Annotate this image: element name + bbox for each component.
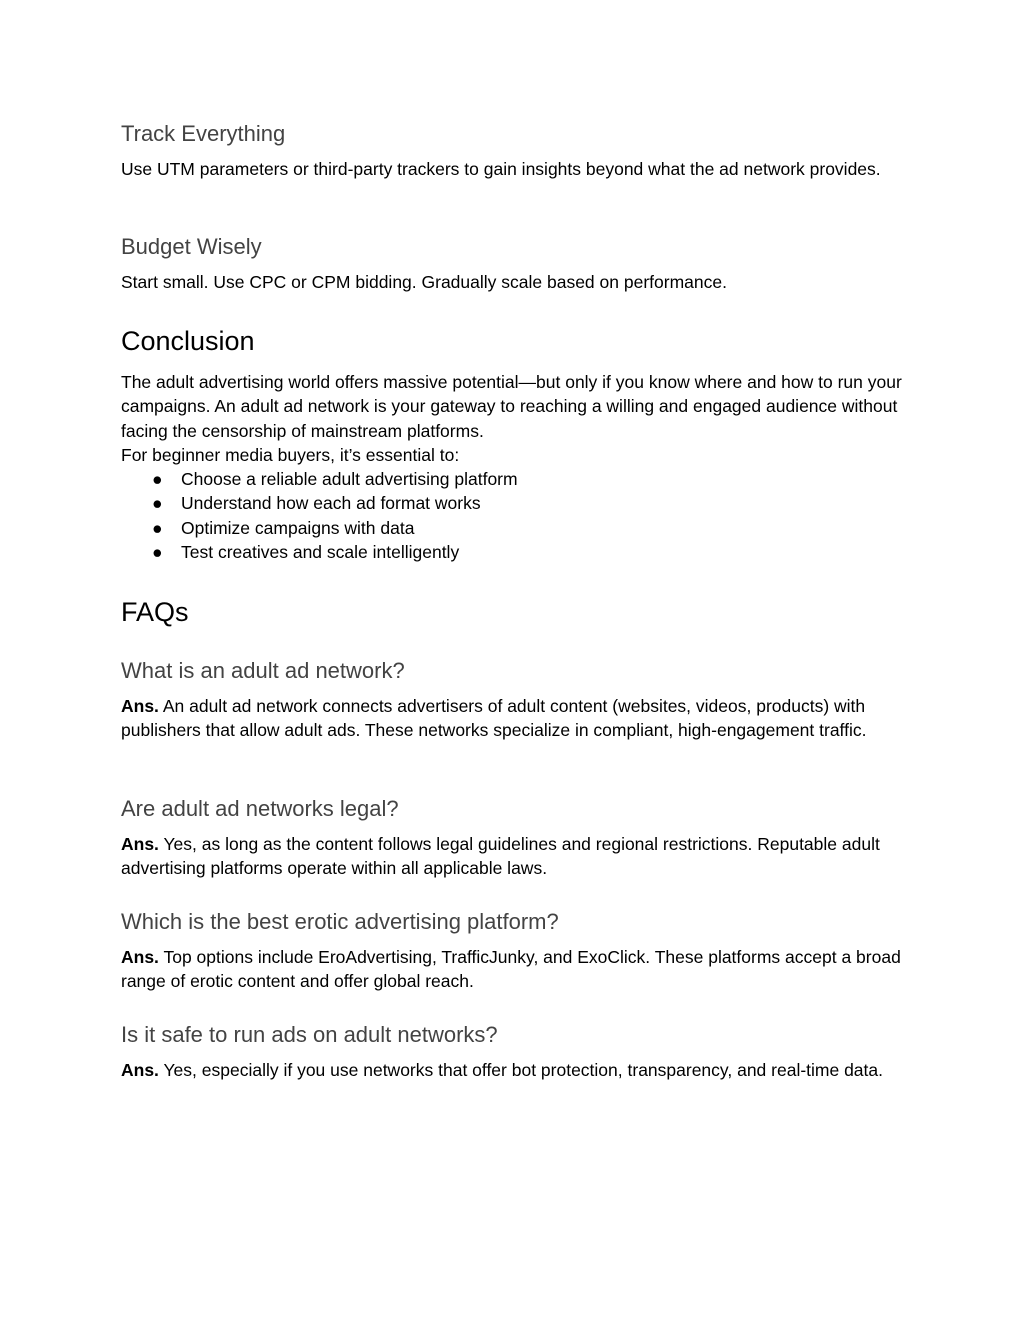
conclusion-body: The adult advertising world offers massive potential—but only if you know where and how to run your campaigns. An adult ad network is your gateway to reaching a willing and engaged audience without facing the censorship of mainstream platforms. bbox=[121, 372, 902, 441]
bullet-icon: ● bbox=[152, 493, 163, 514]
answer-prefix: Ans. bbox=[121, 696, 159, 716]
list-item-text: Test creatives and scale intelligently bbox=[181, 541, 460, 562]
faq-question: Which is the best erotic advertising platform? bbox=[121, 909, 559, 934]
list-item-text: Understand how each ad format works bbox=[181, 493, 481, 514]
faq-answer-text: An adult ad network connects advertisers of adult content (websites, videos, products) with publishers that allow adult ads. These networks specialize in compliant, high-engagement traffic. bbox=[121, 696, 867, 741]
bullet-icon: ● bbox=[152, 469, 163, 489]
budget-wisely-body: Start small. Use CPC or CPM bidding. Gradually scale based on performance. bbox=[121, 272, 727, 292]
bullet-icon: ● bbox=[152, 517, 163, 538]
faqs-heading: FAQs bbox=[121, 597, 189, 627]
faq-answer-text: Yes, as long as the content follows legal guidelines and regional restrictions. Reputable adult advertising platforms operate within all applicable laws. bbox=[121, 834, 880, 879]
faq-answer bbox=[121, 694, 911, 743]
faq-answer bbox=[121, 1058, 911, 1082]
answer-prefix: Ans. bbox=[121, 834, 159, 854]
list-item bbox=[121, 491, 911, 515]
budget-wisely-heading: Budget Wisely bbox=[121, 234, 262, 259]
bullet-icon: ● bbox=[152, 541, 163, 562]
answer-prefix: Ans. bbox=[121, 1060, 159, 1080]
list-item bbox=[121, 516, 911, 540]
faq-answer-text: Top options include EroAdvertising, TrafficJunky, and ExoClick. These platforms accept a broad range of erotic content and offer global reach. bbox=[121, 947, 901, 992]
faq-question: Are adult ad networks legal? bbox=[121, 796, 399, 821]
answer-prefix: Ans. bbox=[121, 947, 159, 967]
faq-question: Is it safe to run ads on adult networks? bbox=[121, 1022, 498, 1047]
list-item bbox=[121, 540, 911, 564]
list-item-text: Optimize campaigns with data bbox=[181, 517, 415, 538]
track-everything-body: Use UTM parameters or third-party trackers to gain insights beyond what the ad network provides. bbox=[121, 159, 881, 179]
track-everything-heading: Track Everything bbox=[121, 121, 286, 146]
faq-answer bbox=[121, 832, 911, 881]
faq-answer-text: Yes, especially if you use networks that offer bot protection, transparency, and real-time data. bbox=[163, 1060, 884, 1080]
faq-question: What is an adult ad network? bbox=[121, 658, 405, 683]
faq-answer bbox=[121, 945, 911, 994]
conclusion-intro: For beginner media buyers, it’s essential to: bbox=[121, 445, 460, 465]
conclusion-bullet-list bbox=[121, 467, 911, 564]
list-item bbox=[121, 467, 911, 491]
list-item-text: Choose a reliable adult advertising platform bbox=[181, 469, 518, 489]
conclusion-heading: Conclusion bbox=[121, 326, 255, 356]
